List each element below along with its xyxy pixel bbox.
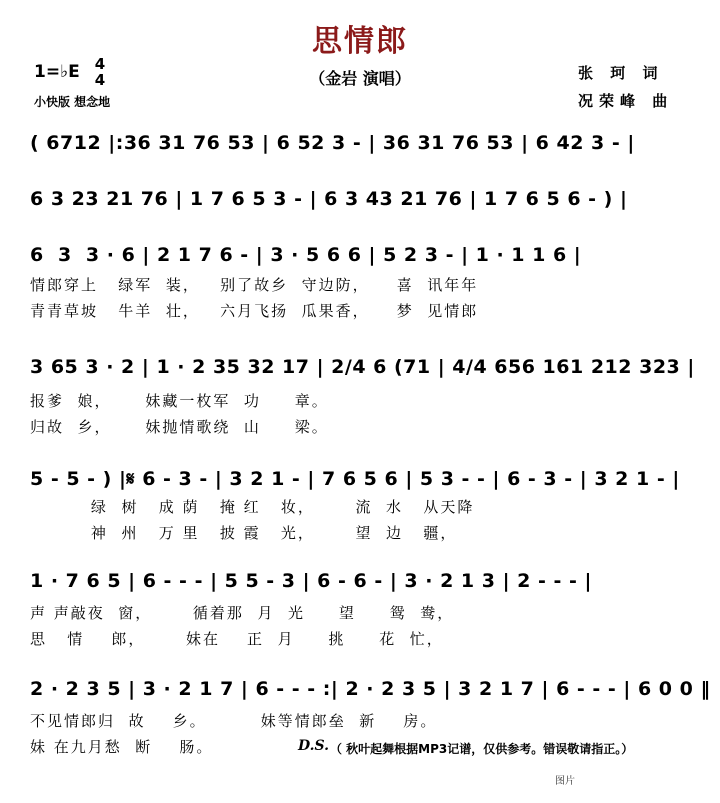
time-signature-top: 4 (94, 55, 106, 73)
melody-line: ( 6712 |:36 31 76 53 | 6 52 3 - | 36 31 76 53 | 6 42 3 - | (30, 132, 635, 154)
melody-line: 6 3 3 · 6 | 2 1 7 6 - | 3 · 5 6 6 | 5 2 3 - | 1 · 1 1 6 | (30, 244, 582, 266)
lyric-verse-1: 不见情郎归 故 乡。 妹等情郎垒 新 房。 (30, 712, 438, 730)
melody-line: 6 3 23 21 76 | 1 7 6 5 3 - | 6 3 43 21 76 | 1 7 6 5 6 - ) | (30, 188, 628, 210)
transcription-note: （ 秋叶起舞根据MP3记谱，仅供参考。错误敬请指正。） (330, 742, 634, 756)
lyric-verse-1: 报爹 娘， 妹藏一枚军 功 章。 (30, 392, 329, 410)
performer: （金岩 演唱） (309, 69, 411, 88)
lyric-verse-2: 神 州 万 里 披 霞 光， 望 边 疆， (30, 524, 458, 542)
melody-line: 1 · 7 6 5 | 6 - - - | 5 5 - 3 | 6 - 6 - | 3 · 2 1 3 | 2 - - - | (30, 570, 592, 592)
lyric-verse-2: 妹 在九月愁 断 肠。 (30, 738, 214, 756)
melody-line: 3 65 3 · 2 | 1 · 2 35 32 17 | 2/4 6 (71 | 4/4 656 161 212 323 | (30, 356, 695, 378)
melody-line: 2 · 2 3 5 | 3 · 2 1 7 | 6 - - - :| 2 · 2 3 5 | 3 2 1 7 | 6 - - - | 6 0 0 ‖ (30, 678, 711, 700)
time-signature-bottom: 4 (94, 71, 106, 89)
key-signature: 1=♭E (34, 62, 80, 82)
watermark: 图片 (555, 776, 575, 787)
time-signature (90, 56, 110, 88)
lyricist-credit: 张 珂 词 (578, 64, 664, 82)
lyric-verse-1: 情郎穿上 绿军 装， 别了故乡 守边防， 喜 讯年年 (30, 276, 479, 294)
lyric-verse-2: 青青草坡 牛羊 壮， 六月飞扬 瓜果香， 梦 见情郎 (30, 302, 479, 320)
dal-segno-mark: D.S. (298, 738, 330, 754)
lyric-verse-1: 声 声敲夜 窗， 循着那 月 光 望 鸳 鸯， (30, 604, 455, 622)
lyric-verse-1: 绿 树 成 荫 掩 红 妆， 流 水 从天降 (30, 498, 475, 516)
lyric-verse-2: 思 情 郎， 妹在 正 月 挑 花 忙， (30, 630, 444, 648)
lyric-verse-2: 归故 乡， 妹抛情歌绕 山 梁。 (30, 418, 329, 436)
composer-credit: 况荣峰 曲 (578, 92, 674, 110)
song-title: 思情郎 (312, 24, 408, 59)
melody-line: 5 - 5 - ) |𝄋 6 - 3 - | 3 2 1 - | 7 6 5 6 | 5 3 - - | 6 - 3 - | 3 2 1 - | (30, 468, 680, 490)
tempo-marking: 小快版 想念地 (34, 95, 111, 109)
